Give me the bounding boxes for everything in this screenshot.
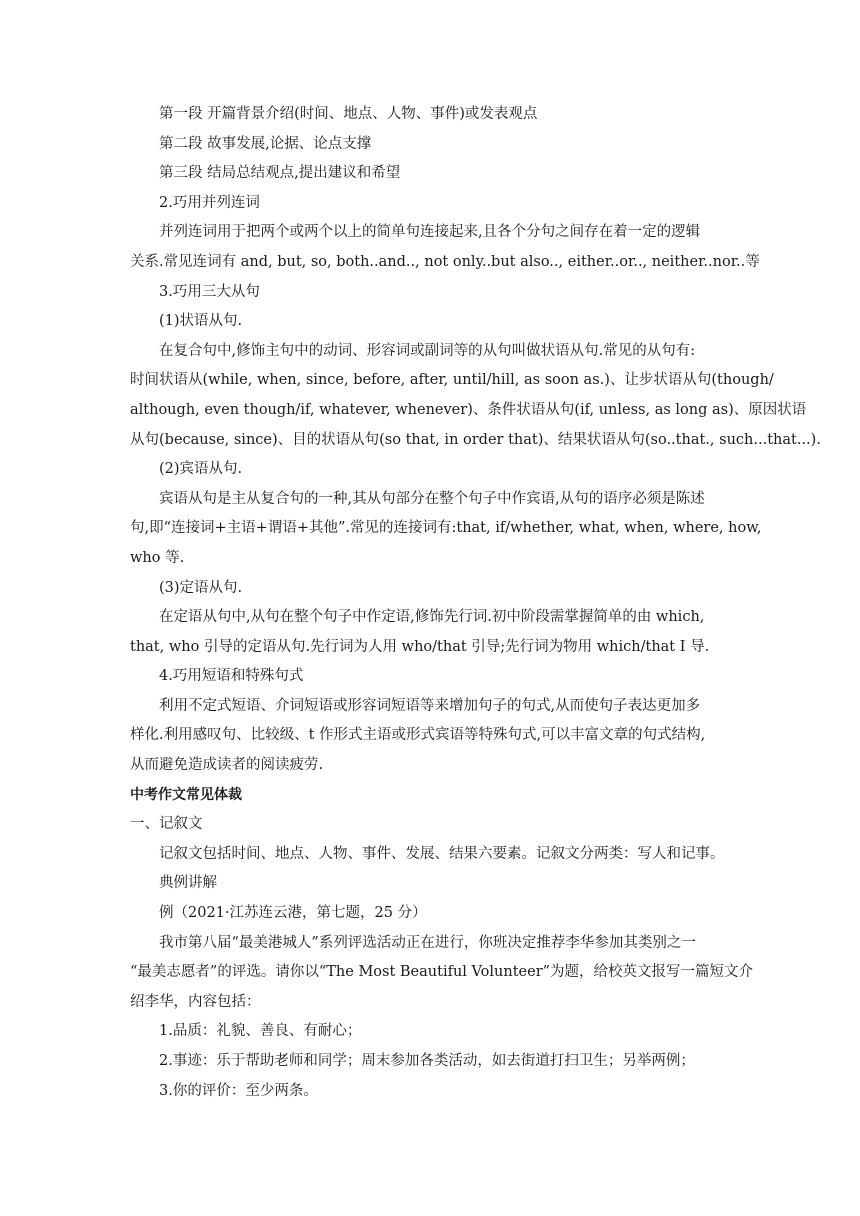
requirement-3: 3.你的评价：至少两条。 <box>159 1082 318 1099</box>
narrative-description: 记叙文包括时间、地点、人物、事件、发展、结果六要素。记叙文分两类：写人和记事。 <box>159 845 725 862</box>
requirement-1: 1.品质：礼貌、善良、有耐心； <box>159 1023 362 1040</box>
outline-paragraph-2: 第二段 故事发展,论据、论点支撑 <box>159 135 372 152</box>
task-line-3: 绍李华，内容包括： <box>130 993 261 1010</box>
section-4-line-2: 样化.利用感叹句、比较级、t 作形式主语或形式宾语等特殊句式,可以丰富文章的句式结构, <box>130 727 706 744</box>
task-line-2: “最美志愿者”的评选。请你以“The Most Beautiful Volunteer”为题，给校英文报写一篇短文介 <box>130 964 754 981</box>
section-2-title: 2.巧用并列连词 <box>159 194 260 211</box>
example-title: 例（2021·江苏连云港，第七题，25 分） <box>159 905 427 922</box>
outline-paragraph-3: 第三段 结局总结观点,提出建议和希望 <box>159 165 401 182</box>
attributive-clause-title: (3)定语从句. <box>159 579 243 596</box>
object-clause-title: (2)宾语从句. <box>159 461 243 478</box>
document-body <box>130 100 821 1106</box>
task-line-1: 我市第八届“最美港城人”系列评选活动正在进行，你班决定推荐李华参加其类别之一 <box>159 934 696 951</box>
attributive-clause-line-2: that, who 引导的定语从句.先行词为人用 who/that 引导;先行词为物用 which/that I 导. <box>130 638 710 655</box>
attributive-clause-line-1: 在定语从句中,从句在整个句子中作定语,修饰先行词.初中阶段需掌握简单的由 which, <box>159 609 705 626</box>
adverbial-clause-line-1: 在复合句中,修饰主句中的动词、形容词或副词等的从句叫做状语从句.常见的从句有: <box>159 342 696 359</box>
section-2-text-line-2: 关系.常见连词有 and, but, so, both..and.., not only..but also.., either..or.., neither..nor..等 <box>130 253 760 270</box>
section-3-title: 3.巧用三大从句 <box>159 283 260 300</box>
genre-subheading-narrative: 一、记叙文 <box>130 816 203 833</box>
outline-paragraph-1: 第一段 开篇背景介绍(时间、地点、人物、事件)或发表观点 <box>159 106 538 122</box>
adverbial-clause-title: (1)状语从句. <box>159 313 243 330</box>
object-clause-line-1: 宾语从句是主从复合句的一种,其从句部分在整个句子中作宾语,从句的语序必须是陈述 <box>159 490 705 507</box>
requirement-2: 2.事迹：乐于帮助老师和同学；周末参加各类活动，如去街道打扫卫生；另举两例； <box>159 1053 695 1069</box>
object-clause-line-3: who 等. <box>130 549 185 566</box>
example-label: 典例讲解 <box>159 875 217 892</box>
adverbial-clause-line-3: although, even though/if, whatever, whenever)、条件状语从句(if, unless, as long as)、原因状语 <box>130 401 807 418</box>
section-4-line-3: 从而避免造成读者的阅读疲劳. <box>130 757 324 774</box>
section-4-line-1: 利用不定式短语、介词短语或形容词短语等来增加句子的句式,从而使句子表达更加多 <box>159 697 701 714</box>
adverbial-clause-line-4: 从句(because, since)、目的状语从句(so that, in order that)、结果状语从句(so..that., such...that...). <box>130 431 821 448</box>
object-clause-line-2: 句,即“连接词+主语+谓语+其他”.常见的连接词有:that, if/whether, what, when, where, how, <box>130 520 762 537</box>
section-2-text-line-1: 并列连词用于把两个或两个以上的简单句连接起来,且各个分句之间存在着一定的逻辑 <box>159 224 701 241</box>
genre-heading: 中考作文常见体裁 <box>130 786 242 803</box>
section-4-title: 4.巧用短语和特殊句式 <box>159 668 304 685</box>
adverbial-clause-line-2: 时间状语从(while, when, since, before, after, until/hill, as soon as.)、让步状语从句(though/ <box>130 372 774 389</box>
